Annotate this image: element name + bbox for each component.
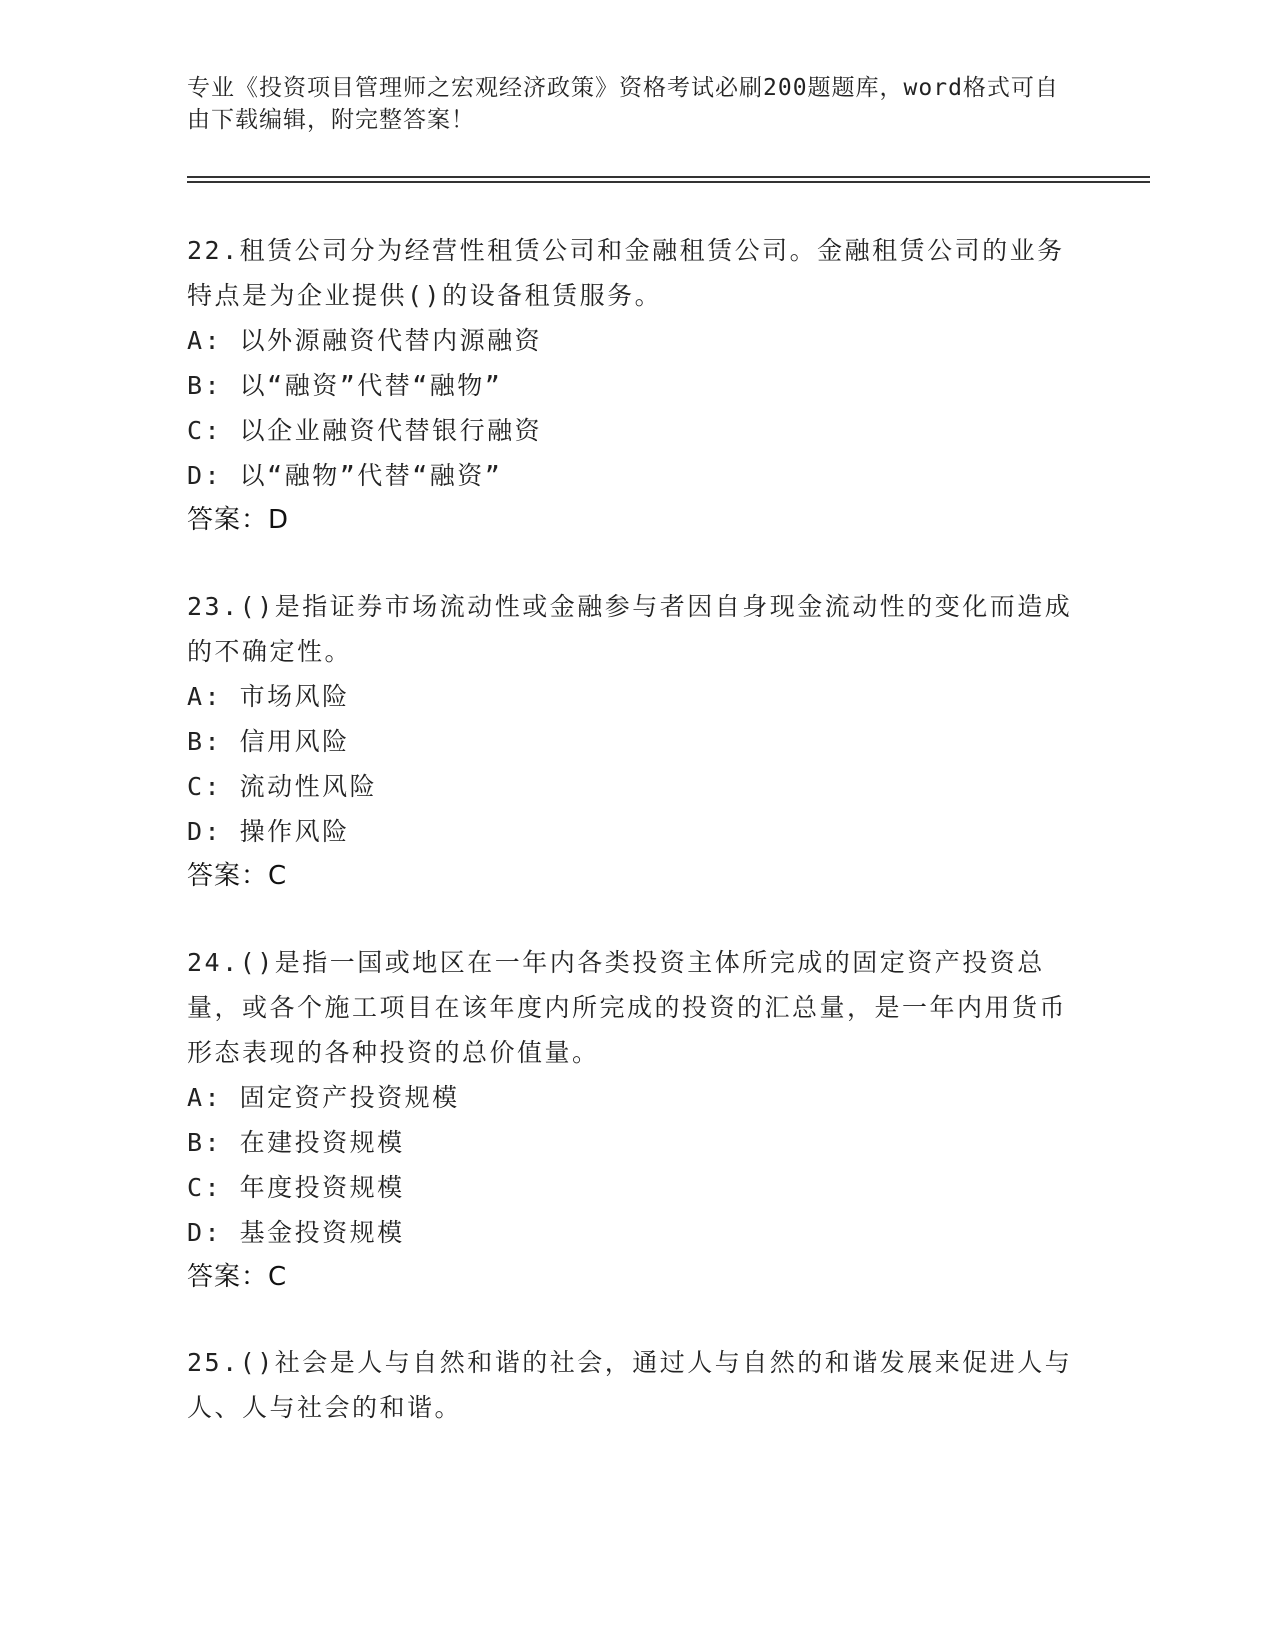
question-stem: 25.()社会是人与自然和谐的社会，通过人与自然的和谐发展来促进人与人、人与社会的和谐。 [187, 1348, 1073, 1422]
option-b: B: 在建投资规模 [187, 1128, 405, 1157]
question-24 [187, 940, 1077, 1300]
option-b: B: 以“融资”代替“融物” [187, 371, 503, 400]
option-d: D: 操作风险 [187, 817, 350, 846]
question-23 [187, 584, 1077, 899]
option-c: C: 年度投资规模 [187, 1173, 405, 1202]
question-stem: 23.()是指证券市场流动性或金融参与者因自身现金流动性的变化而造成的不确定性。 [187, 592, 1073, 666]
header-divider-top [187, 176, 1150, 178]
question-stem: 24.()是指一国或地区在一年内各类投资主体所完成的固定资产投资总量，或各个施工项目在该年度内所完成的投资的汇总量，是一年内用货币形态表现的各种投资的总价值量。 [187, 948, 1068, 1067]
question-25 [187, 1340, 1077, 1430]
option-d: D: 以“融物”代替“融资” [187, 461, 503, 490]
option-a: A: 固定资产投资规模 [187, 1083, 460, 1112]
header-divider-bottom [187, 181, 1150, 183]
option-a: A: 以外源融资代替内源融资 [187, 326, 543, 355]
document-header: 专业《投资项目管理师之宏观经济政策》资格考试必刷200题题库，word格式可自由下载编辑，附完整答案！ [187, 75, 1059, 133]
answer-label: 答案：D [187, 505, 290, 535]
option-d: D: 基金投资规模 [187, 1218, 405, 1247]
answer-label: 答案：C [187, 861, 288, 891]
option-b: B: 信用风险 [187, 727, 350, 756]
option-c: C: 以企业融资代替银行融资 [187, 416, 543, 445]
answer-label: 答案：C [187, 1262, 288, 1292]
question-22 [187, 228, 1077, 543]
option-a: A: 市场风险 [187, 682, 350, 711]
option-c: C: 流动性风险 [187, 772, 378, 801]
question-stem: 22.租赁公司分为经营性租赁公司和金融租赁公司。金融租赁公司的业务特点是为企业提供()的设备租赁服务。 [187, 236, 1065, 310]
